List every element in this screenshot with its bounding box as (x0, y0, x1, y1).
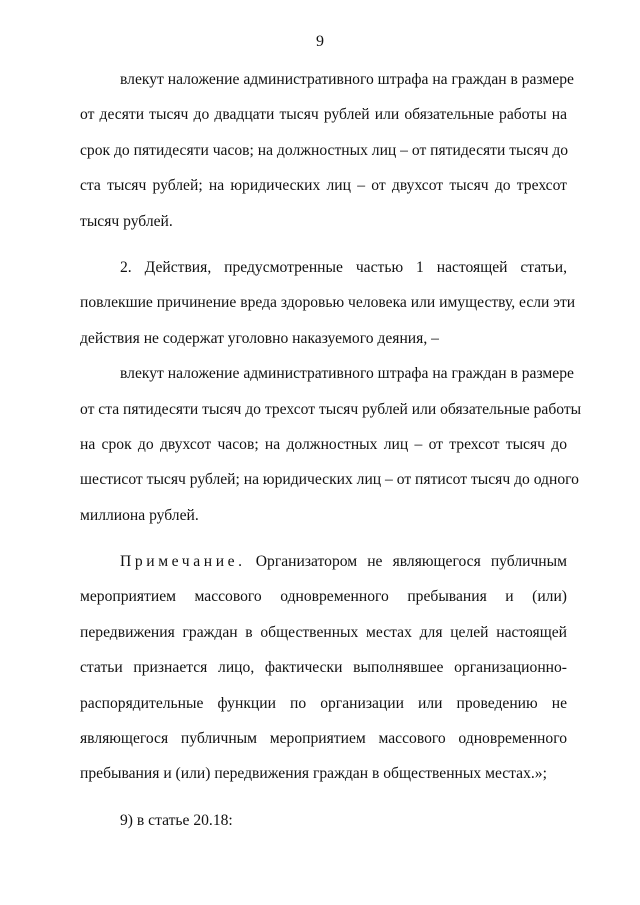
text-line: шестисот тысяч рублей; на юридических лиц – от пятисот тысяч до одного (80, 471, 579, 489)
text-line: 9) в статье 20.18: (120, 811, 233, 829)
text-line: от десяти тысяч до двадцати тысяч рублей или обязательные работы на (80, 106, 567, 124)
text-line: статьи признается лицо, фактически выполнявшее организационно- (80, 659, 567, 677)
text-line: 2. Действия, предусмотренные частью 1 настоящей статьи, (120, 258, 567, 276)
text-line: распорядительные функции по организации или проведению не (80, 694, 567, 712)
text-line: на срок до двухсот часов; на должностных лиц – от трехсот тысяч до (80, 435, 567, 453)
paragraph-note (80, 550, 567, 798)
document-body (80, 68, 582, 844)
text-line: тысяч рублей. (80, 212, 173, 230)
text-line: влекут наложение административного штрафа на граждан в размере (120, 365, 574, 383)
text-line: миллиона рублей. (80, 506, 199, 524)
text-line: действия не содержат уголовно наказуемого деяния, – (80, 329, 439, 347)
text-line: передвижения граждан в общественных местах для целей настоящей (80, 623, 567, 641)
paragraph-part-2 (80, 256, 576, 362)
text-line (80, 550, 567, 585)
note-label: Примечание. (120, 553, 246, 571)
text-line: влекут наложение административного штрафа на граждан в размере (120, 71, 574, 88)
text-line: пребывания и (или) передвижения граждан в общественных местах.»; (80, 765, 547, 783)
text-line: мероприятием массового одновременного пребывания и (или) (80, 588, 567, 606)
page-number: 9 (316, 33, 324, 50)
paragraph-penalty-1 (80, 68, 574, 245)
text-line: срок до пятидесяти часов; на должностных лиц – от пятидесяти тысяч до (80, 141, 569, 159)
text-line: повлекшие причинение вреда здоровью человека или имуществу, если эти (80, 294, 576, 312)
note-first-line: Организатором не являющегося публичным (255, 553, 567, 571)
text-line: от ста пятидесяти тысяч до трехсот тысяч рублей или обязательные работы (80, 400, 582, 418)
paragraph-item-9 (80, 809, 567, 844)
text-line: являющегося публичным мероприятием массового одновременного (80, 730, 567, 748)
paragraph-penalty-2 (80, 362, 582, 539)
text-line: ста тысяч рублей; на юридических лиц – от двухсот тысяч до трехсот (80, 177, 567, 195)
